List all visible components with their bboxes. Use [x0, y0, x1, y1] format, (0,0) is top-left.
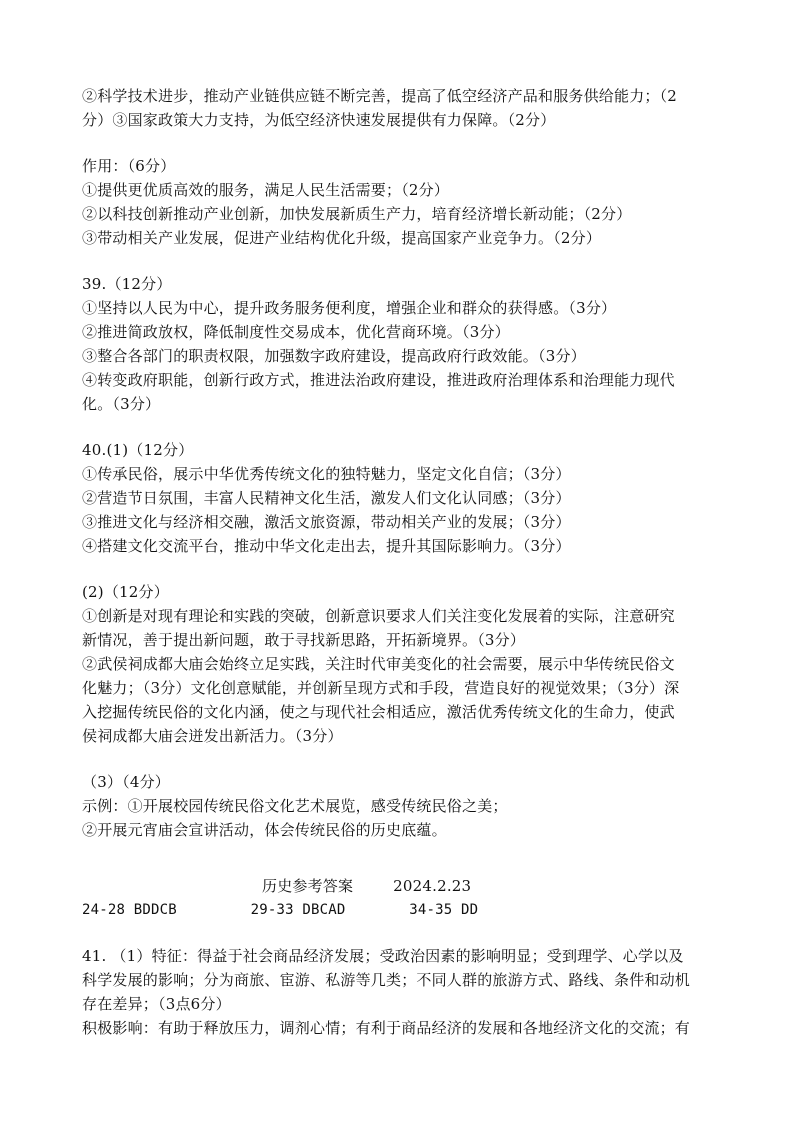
text-line: ①坚持以人民为中心，提升政务服务便利度，增强企业和群众的获得感。（3分） [82, 299, 617, 317]
history-header [262, 876, 800, 896]
text-line: 入挖掘传统民俗的文化内涵，使之与现代社会相适应，激活优秀传统文化的生命力，使武 [82, 703, 675, 721]
text-line: 化魅力；（3分）文化创意赋能，并创新呈现方式和手段，营造良好的视觉效果；（3分）深 [82, 679, 680, 697]
text-line: ②以科技创新推动产业创新，加快发展新质生产力，培育经济增长新动能；（2分） [82, 205, 632, 223]
text-line: 41. （1）特征：得益于社会商品经济发展；受政治因素的影响明显；受到理学、心学以及 [82, 947, 684, 965]
text-line: ②开展元宵庙会宣讲活动，体会传统民俗的历史底蕴。 [82, 821, 447, 839]
text-line: 分）③国家政策大力支持，为低空经济快速发展提供有力保障。（2分） [82, 111, 556, 129]
question-heading: 40.(1)（12分） [82, 441, 194, 459]
text-line: 积极影响：有助于释放压力，调剂心情；有利于商品经济的发展和各地经济文化的交流；有 [82, 1019, 691, 1037]
answer-group: 34-35 DD [409, 902, 479, 918]
text-line: ①创新是对现有理论和实践的突破，创新意识要求人们关注变化发展着的实际，注意研究 [82, 607, 675, 625]
text-line: ④转变政府职能，创新行政方式，推进法治政府建设，推进政府治理体系和治理能力现代 [82, 371, 675, 389]
text-line: ③整合各部门的职责权限，加强数字政府建设，提高政府行政效能。（3分） [82, 347, 586, 365]
text-line: ③带动相关产业发展，促进产业结构优化升级，提高国家产业竞争力。（2分） [82, 229, 602, 247]
text-line: ③推进文化与经济相交融，激活文旅资源，带动相关产业的发展；（3分） [82, 513, 571, 531]
text-line: ①提供更优质高效的服务，满足人民生活需要；（2分） [82, 181, 450, 199]
question-heading: (2)（12分） [82, 583, 169, 601]
text-line: ④搭建文化交流平台，推动中华文化走出去，提升其国际影响力。（3分） [82, 537, 571, 555]
answer-key-row [82, 900, 732, 920]
history-title: 历史参考答案 [262, 877, 354, 895]
text-line: 存在差异；（3点6分） [82, 995, 231, 1013]
text-line: ②营造节日氛围，丰富人民精神文化生活，激发人们文化认同感；（3分） [82, 489, 571, 507]
text-line: ②武侯祠成都大庙会始终立足实践，关注时代审美变化的社会需要，展示中华传统民俗文 [82, 655, 675, 673]
answer-group: 29-33 DBCAD [250, 902, 346, 918]
text-line: 化。（3分） [82, 395, 161, 413]
history-date: 2024.2.23 [393, 877, 472, 895]
section-heading: 作用：（6分） [82, 157, 176, 175]
question-heading: （3）（4分） [82, 773, 170, 791]
text-line: 科学发展的影响；分为商旅、宦游、私游等几类；不同人群的旅游方式、路线、条件和动机 [82, 971, 691, 989]
text-line: ①传承民俗，展示中华优秀传统文化的独特魅力，坚定文化自信；（3分） [82, 465, 571, 483]
text-line: 侯祠成都大庙会迸发出新活力。（3分） [82, 727, 343, 745]
text-line: ②推进简政放权，降低制度性交易成本，优化营商环境。（3分） [82, 323, 510, 341]
text-line: 示例：①开展校园传统民俗文化艺术展览，感受传统民俗之美； [82, 797, 508, 815]
text-line: 新情况，善于提出新问题，敢于寻找新思路，开拓新境界。（3分） [82, 631, 526, 649]
answer-group: 24-28 BDDCB [82, 902, 177, 918]
text-line: ②科学技术进步，推动产业链供应链不断完善，提高了低空经济产品和服务供给能力；（2 [82, 87, 678, 105]
question-heading: 39.（12分） [82, 275, 172, 293]
